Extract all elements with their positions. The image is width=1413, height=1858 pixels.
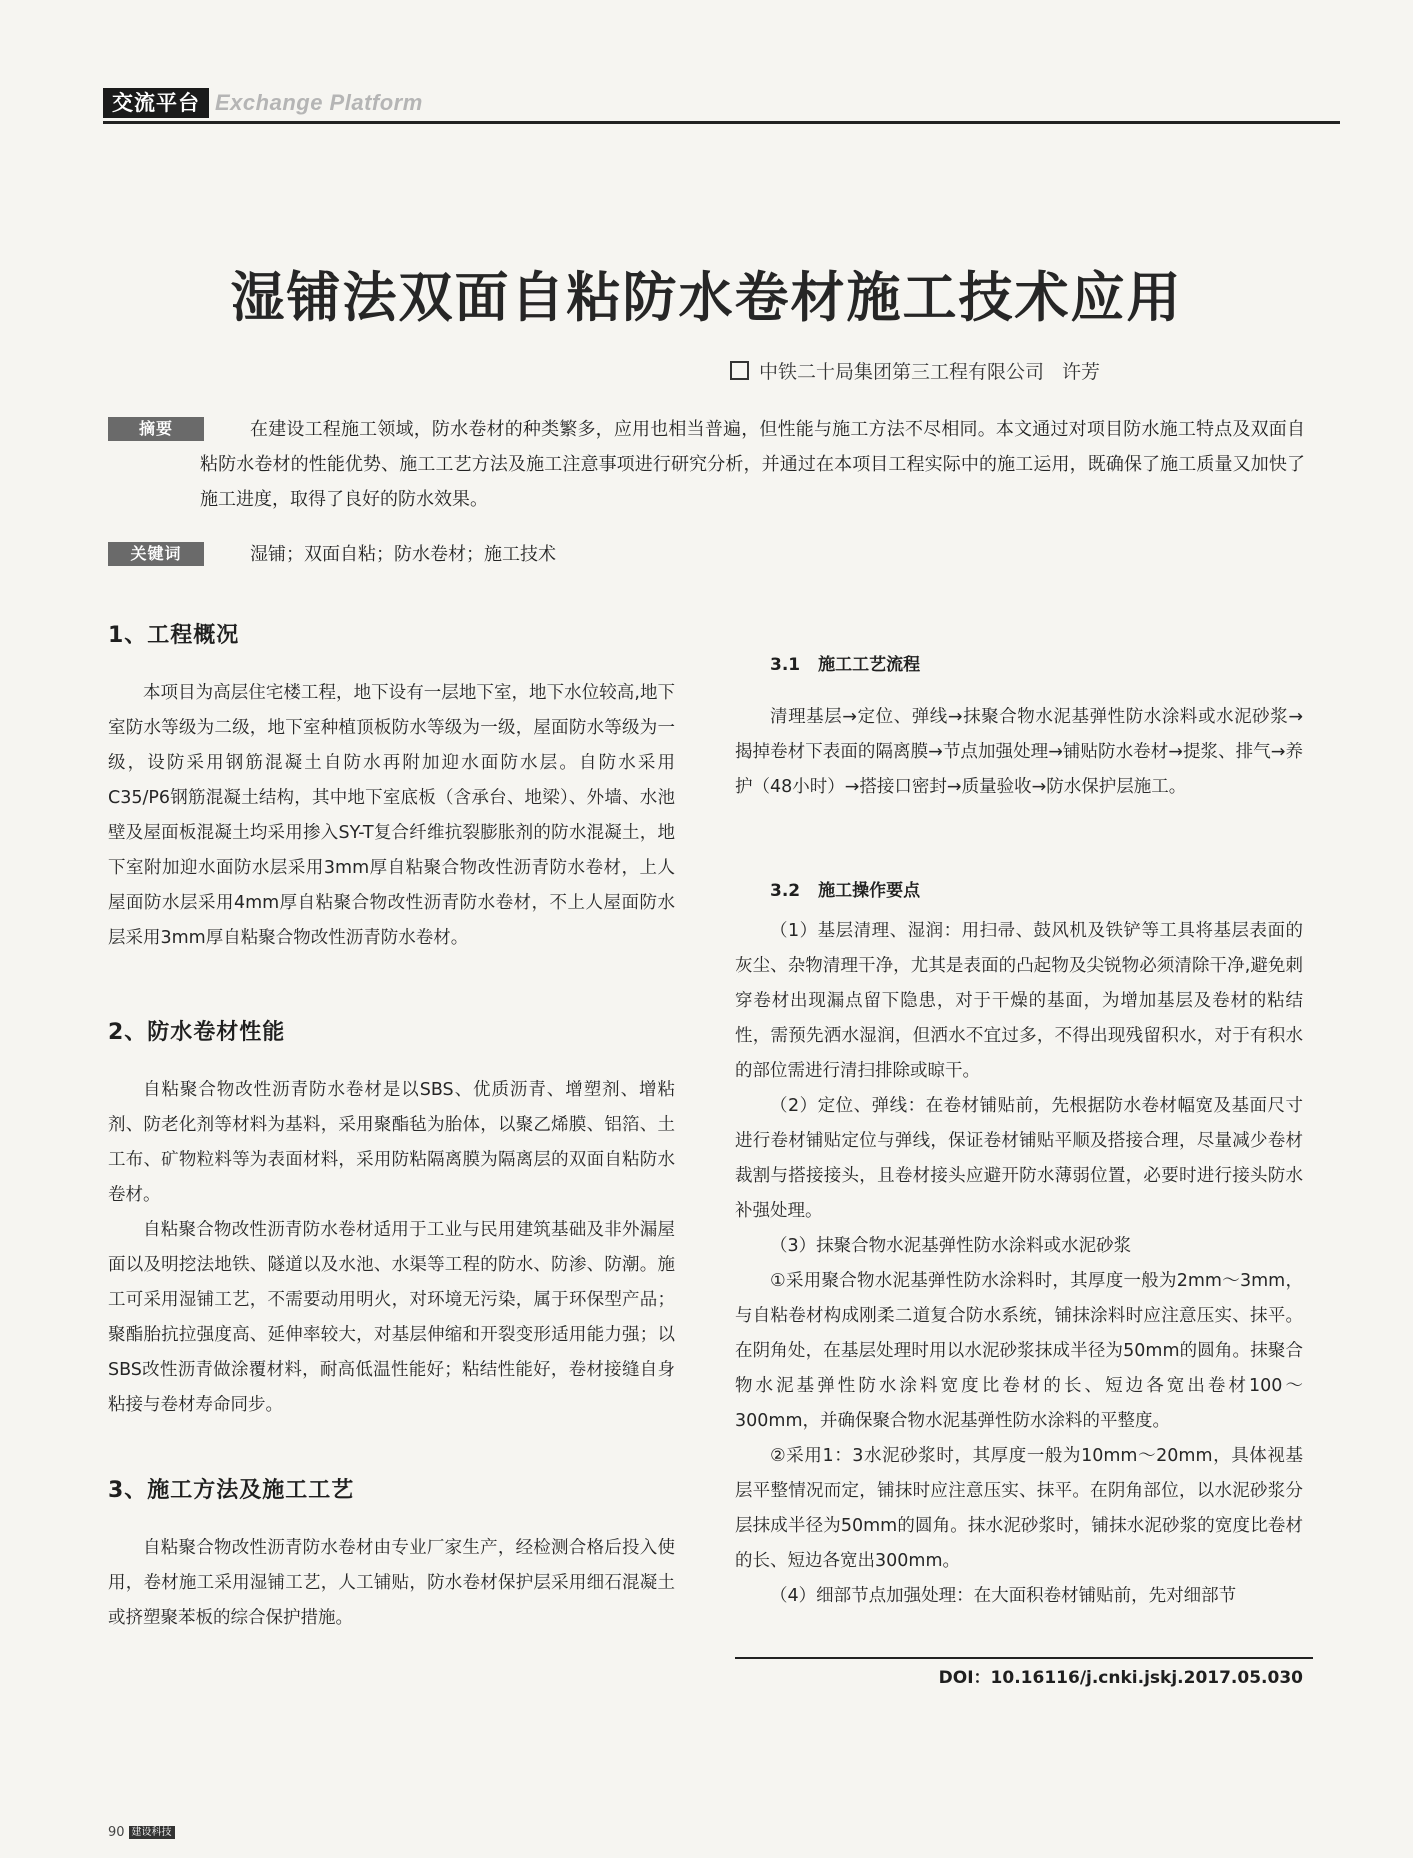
column-header — [103, 88, 423, 118]
paragraph: 本项目为高层住宅楼工程，地下设有一层地下室，地下水位较高,地下室防水等级为二级，地下室种植顶板防水等级为一级，屋面防水等级为一级，设防采用钢筋混凝土自防水再附加迎水面防水层。自防水采用C35/P6钢筋混凝土结构，其中地下室底板（含承台、地梁）、外墙、水池壁及屋面板混凝土均采用掺入SY-T复合纤维抗裂膨胀剂的防水混凝土，地下室附加迎水面防水层采用3mm厚自粘聚合物改性沥青防水卷材，上人屋面防水层采用4mm厚自粘聚合物改性沥青防水卷材，不上人屋面防水层采用3mm厚自粘聚合物改性沥青防水卷材。 — [108, 683, 675, 948]
paragraph: 自粘聚合物改性沥青防水卷材由专业厂家生产，经检测合格后投入使用，卷材施工采用湿铺工艺，人工铺贴，防水卷材保护层采用细石混凝土或挤塑聚苯板的综合保护措施。 — [108, 1538, 675, 1628]
keywords-label: 关键词 — [108, 542, 204, 566]
doi: DOI：10.16116/j.cnki.jskj.2017.05.030 — [938, 1668, 1303, 1688]
paragraph: （1）基层清理、湿润：用扫帚、鼓风机及铁铲等工具将基层表面的灰尘、杂物清理干净，尤其是表面的凸起物及尖锐物必须清除干净,避免刺穿卷材出现漏点留下隐患，对于干燥的基面，为增加基层及卷材的粘结性，需预先洒水湿润，但洒水不宜过多，不得出现残留积水，对于有积水的部位需进行清扫排除或晾干。 — [735, 921, 1303, 1081]
doi-rule — [735, 1657, 1313, 1659]
section-2-body — [108, 1073, 675, 1423]
section-3-1-heading — [770, 650, 920, 675]
section-title: 施工操作要点 — [818, 881, 921, 901]
page-footer — [108, 1825, 175, 1839]
header-rule — [103, 121, 1340, 124]
author-line — [730, 357, 1100, 384]
section-1-heading: 1、工程概况 — [108, 623, 240, 648]
article-title: 湿铺法双面自粘防水卷材施工技术应用 — [230, 266, 1183, 329]
section-number: 3.1 — [770, 655, 801, 675]
paragraph: ①采用聚合物水泥基弹性防水涂料时，其厚度一般为2mm～3mm，与自粘卷材构成刚柔二道复合防水系统，铺抹涂料时应注意压实、抹平。在阴角处，在基层处理时用以水泥砂浆抹成半径为50mm的圆角。抹聚合物水泥基弹性防水涂料宽度比卷材的长、短边各宽出卷材100～300mm，并确保聚合物水泥基弹性防水涂料的平整度。 — [735, 1271, 1303, 1431]
column-badge: 交流平台 — [103, 88, 209, 118]
paragraph: 清理基层→定位、弹线→抹聚合物水泥基弹性防水涂料或水泥砂浆→揭掉卷材下表面的隔离膜→节点加强处理→铺贴防水卷材→提浆、排气→养护（48小时）→搭接口密封→质量验收→防水保护层施工。 — [735, 707, 1303, 797]
section-title: 施工工艺流程 — [818, 655, 921, 675]
section-3-2-body — [735, 914, 1303, 1614]
section-1-body — [108, 676, 675, 956]
section-3-heading: 3、施工方法及施工工艺 — [108, 1478, 355, 1503]
abstract-label: 摘要 — [108, 417, 204, 441]
section-2-heading: 2、防水卷材性能 — [108, 1020, 286, 1045]
paragraph: （2）定位、弹线：在卷材铺贴前，先根据防水卷材幅宽及基面尺寸进行卷材铺贴定位与弹线，保证卷材铺贴平顺及搭接合理，尽量减少卷材裁割与搭接接头，且卷材接头应避开防水薄弱位置，必要时进行接头防水补强处理。 — [735, 1096, 1303, 1221]
abstract-text: 在建设工程施工领域，防水卷材的种类繁多，应用也相当普遍，但性能与施工方法不尽相同。本文通过对项目防水施工特点及双面自粘防水卷材的性能优势、施工工艺方法及施工注意事项进行研究分析，并通过在本项目工程实际中的施工运用，既确保了施工质量又加快了施工进度，取得了良好的防水效果。 — [200, 419, 1305, 510]
page-number: 90 — [108, 1824, 125, 1840]
author-name: 许芳 — [1062, 361, 1101, 383]
author-affiliation: 中铁二十局集团第三工程有限公司 — [759, 361, 1045, 383]
paragraph: （4）细部节点加强处理：在大面积卷材铺贴前，先对细部节 — [770, 1586, 1237, 1606]
paragraph: 自粘聚合物改性沥青防水卷材是以SBS、优质沥青、增塑剂、增粘剂、防老化剂等材料为基料，采用聚酯毡为胎体，以聚乙烯膜、铝箔、土工布、矿物粒料等为表面材料，采用防粘隔离膜为隔离层的双面自粘防水卷材。 — [108, 1080, 675, 1205]
section-number: 3.2 — [770, 881, 801, 901]
section-3-1-body — [735, 700, 1303, 805]
paragraph: 自粘聚合物改性沥青防水卷材适用于工业与民用建筑基础及非外漏屋面以及明挖法地铁、隧道以及水池、水渠等工程的防水、防渗、防潮。施工可采用湿铺工艺，不需要动用明火，对环境无污染，属于环保型产品；聚酯胎抗拉强度高、延伸率较大，对基层伸缩和开裂变形适用能力强；以SBS改性沥青做涂覆材料，耐高低温性能好；粘结性能好，卷材接缝自身粘接与卷材寿命同步。 — [108, 1220, 675, 1415]
paragraph: ②采用1：3水泥砂浆时，其厚度一般为10mm～20mm，具体视基层平整情况而定，铺抹时应注意压实、抹平。在阴角部位，以水泥砂浆分层抹成半径为50mm的圆角。抹水泥砂浆时，铺抹水泥砂浆的宽度比卷材的长、短边各宽出300mm。 — [735, 1446, 1303, 1571]
paragraph: （3）抹聚合物水泥基弹性防水涂料或水泥砂浆 — [770, 1236, 1132, 1256]
keywords-text: 湿铺；双面自粘；防水卷材；施工技术 — [250, 544, 556, 565]
author-box-icon — [730, 361, 749, 380]
journal-badge: 建设科技 — [129, 1826, 175, 1839]
section-3-body — [108, 1531, 675, 1636]
column-english: Exchange Platform — [215, 90, 423, 115]
section-3-2-heading — [770, 876, 920, 901]
